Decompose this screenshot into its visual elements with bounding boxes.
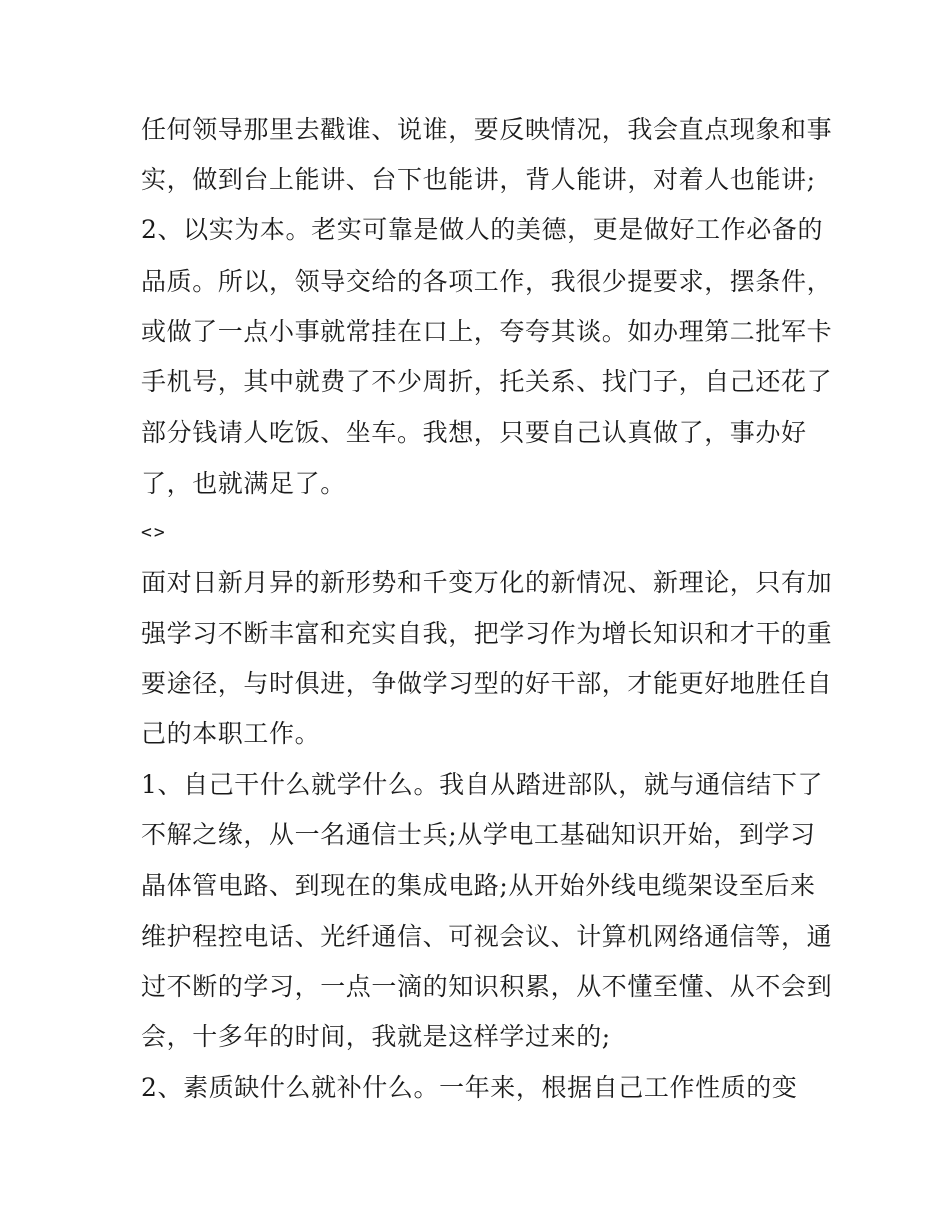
text-line: 面对日新月异的新形势和千变万化的新情况、新理论，只有加 [141, 568, 833, 597]
text-line: 了，也就满足了。 [141, 469, 346, 498]
text-line: 维护程控电话、光纤通信、可视会议、计算机网络通信等，通 [141, 922, 833, 951]
text-line: 部分钱请人吃饭、坐车。我想，只要自己认真做了，事办好 [141, 418, 807, 447]
text-line: 任何领导那里去戳谁、说谁，要反映情况，我会直点现象和事 [141, 115, 833, 144]
text-line: 要途径，与时俱进，争做学习型的好干部，才能更好地胜任自 [141, 669, 833, 698]
text-line: 或做了一点小事就常挂在口上，夸夸其谈。如办理第二批军卡 [141, 317, 833, 346]
text-line: 晶体管电路、到现在的集成电路;从开始外线电缆架设至后来 [141, 871, 816, 900]
text-line: 2、素质缺什么就补什么。一年来，根据自己工作性质的变 [141, 1073, 798, 1102]
text-line: 品质。所以，领导交给的各项工作，我很少提要求，摆条件， [141, 267, 833, 296]
text-line: 实，做到台上能讲、台下也能讲，背人能讲，对着人也能讲; [141, 165, 816, 194]
text-line: 强学习不断丰富和充实自我，把学习作为增长知识和才干的重 [141, 619, 833, 648]
text-line: 2、以实为本。老实可靠是做人的美德，更是做好工作必备的 [141, 215, 824, 244]
text-line: 过不断的学习，一点一滴的知识积累，从不懂至懂、从不会到 [141, 972, 833, 1001]
text-line: 己的本职工作。 [141, 719, 321, 748]
text-line: 手机号，其中就费了不少周折，托关系、找门子，自己还花了 [141, 367, 833, 396]
text-line: 1、自己干什么就学什么。我自从踏进部队，就与通信结下了 [141, 770, 824, 799]
text-line: 会，十多年的时间，我就是这样学过来的; [141, 1022, 611, 1051]
text-line: <> [141, 522, 167, 543]
text-line: 不解之缘，从一名通信士兵;从学电工基础知识开始，到学习 [141, 820, 816, 849]
